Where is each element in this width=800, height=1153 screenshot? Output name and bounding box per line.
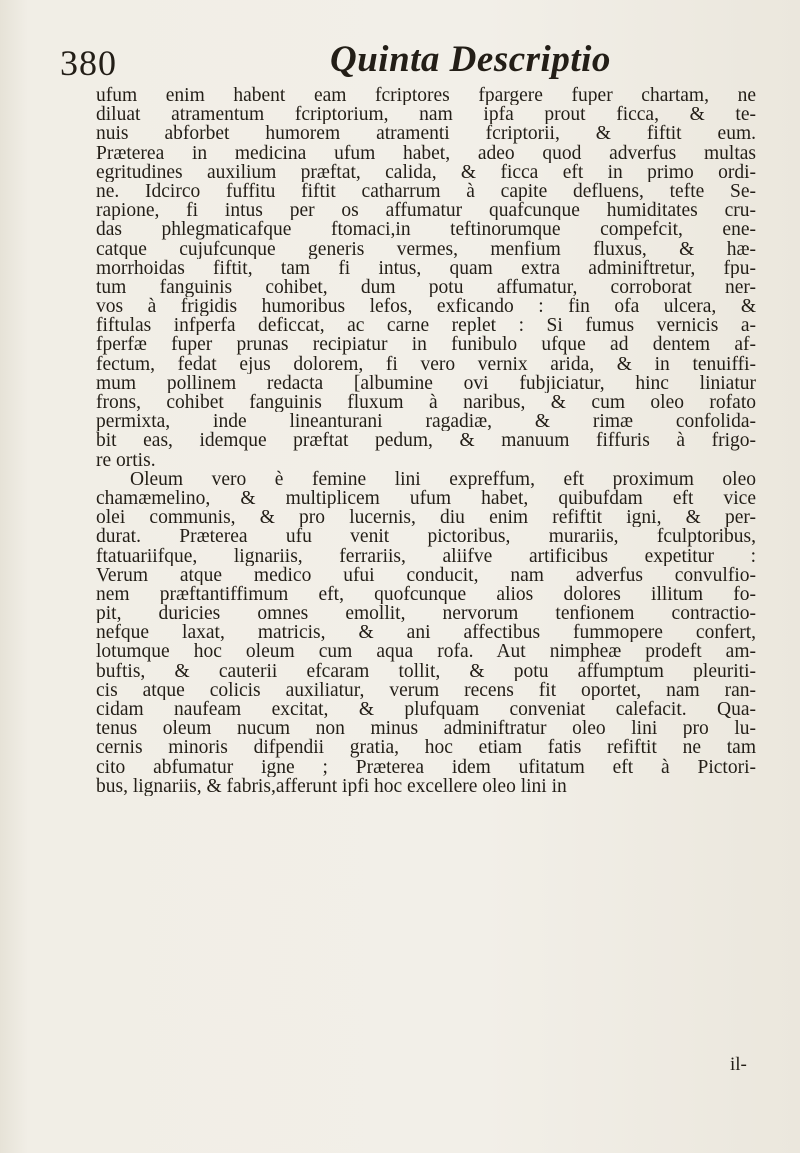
text-line: permixta, inde lineanturani ragadiæ, & rimæ confolida-	[96, 412, 756, 432]
page-header	[60, 38, 760, 84]
text-line: bit eas, idemque præftat pedum, & manuum fiffuris à frigo-	[96, 431, 756, 451]
text-line: cis atque colicis auxiliatur, verum recens fit oportet, nam ran-	[96, 680, 756, 700]
text-line: re ortis.	[96, 450, 156, 470]
text-line: fectum, fedat ejus dolorem, fi vero vernix arida, & in tenuiffi-	[96, 354, 756, 374]
page-number: 380	[60, 43, 117, 83]
text-line: lotumque hoc oleum cum aqua rofa. Aut nimpheæ prodeft am-	[96, 642, 756, 662]
body-text	[96, 86, 756, 796]
text-line: rapione, fi intus per os affumatur quafcunque humiditates cru-	[96, 201, 756, 221]
text-line: morrhoidas fiftit, tam fi intus, quam extra adminiftretur, fpu-	[96, 258, 756, 278]
text-line: das phlegmaticafque ftomaci,in teftinorumque compefcit, ene-	[96, 220, 756, 240]
text-line: ftatuariifque, lignariis, ferrariis, aliifve artificibus expetitur :	[96, 546, 756, 566]
text-line: cernis minoris difpendii gratia, hoc etiam fatis refiftit ne tam	[96, 738, 756, 758]
text-line: egritudines auxilium præftat, calida, & ficca eft in primo ordi-	[96, 162, 756, 182]
text-line: nem præftantiffimum eft, quofcunque alios dolores illitum fo-	[96, 584, 756, 605]
text-line: ne. Idcirco fuffitu fiftit catharrum à capite defluens, tefte Se-	[96, 181, 756, 202]
text-line: buftis, & cauterii efcaram tollit, & potu affumptum pleuriti-	[96, 661, 756, 681]
text-line: Oleum vero è femine lini expreffum, eft proximum oleo	[130, 469, 756, 489]
text-line: nuis abforbet humorem atramenti fcriptorii, & fiftit eum.	[96, 124, 756, 144]
text-line: vos à frigidis humoribus lefos, exficando : fin ofa ulcera, &	[96, 297, 756, 317]
text-line: bus, lignariis, & fabris,afferunt ipfi hoc excellere oleo lini in	[96, 776, 567, 796]
text-line: ufum enim habent eam fcriptores fpargere fuper chartam, ne	[96, 86, 756, 106]
text-line: frons, cohibet fanguinis fluxum à naribus, & cum oleo rofato	[96, 393, 756, 413]
text-line: cidam naufeam excitat, & plufquam conveniat calefacit. Qua-	[96, 700, 756, 720]
text-line: tum fanguinis cohibet, dum potu affumatur, corroborat ner-	[96, 277, 756, 298]
catchword: il-	[730, 1054, 747, 1075]
text-line: mum pollinem redacta [albumine ovi fubjiciatur, hinc liniatur	[96, 373, 756, 393]
text-line: nefque laxat, matricis, & ani affectibus fummopere confert,	[96, 623, 756, 643]
running-title: Quinta Descriptio	[330, 39, 611, 80]
text-line: olei communis, & pro lucernis, diu enim refiftit igni, & per-	[96, 508, 756, 528]
text-line: tenus oleum nucum non minus adminiftratur oleo lini pro lu-	[96, 719, 756, 739]
text-line: durat. Præterea ufu venit pictoribus, murariis, fculptoribus,	[96, 527, 756, 547]
text-line: chamæmelino, & multiplicem ufum habet, quibufdam eft vice	[96, 488, 756, 509]
text-line: Præterea in medicina ufum habet, adeo quod adverfus multas	[96, 143, 756, 163]
text-line: fperfæ fuper prunas recipiatur in funibulo ufque ad dentem af-	[96, 335, 756, 355]
text-line: Verum atque medico ufui conducit, nam adverfus convulfio-	[96, 565, 756, 585]
text-line: diluat atramentum fcriptorium, nam ipfa prout ficca, & te-	[96, 105, 756, 125]
text-line: fiftulas infperfa deficcat, ac carne replet : Si fumus vernicis a-	[96, 316, 756, 336]
text-line: catque cujufcunque generis vermes, menfium fluxus, & hæ-	[96, 239, 756, 259]
text-line: cito abfumatur igne ; Præterea idem ufitatum eft à Pictori-	[96, 757, 756, 777]
text-line: pit, duricies omnes emollit, nervorum tenfionem contractio-	[96, 604, 756, 624]
